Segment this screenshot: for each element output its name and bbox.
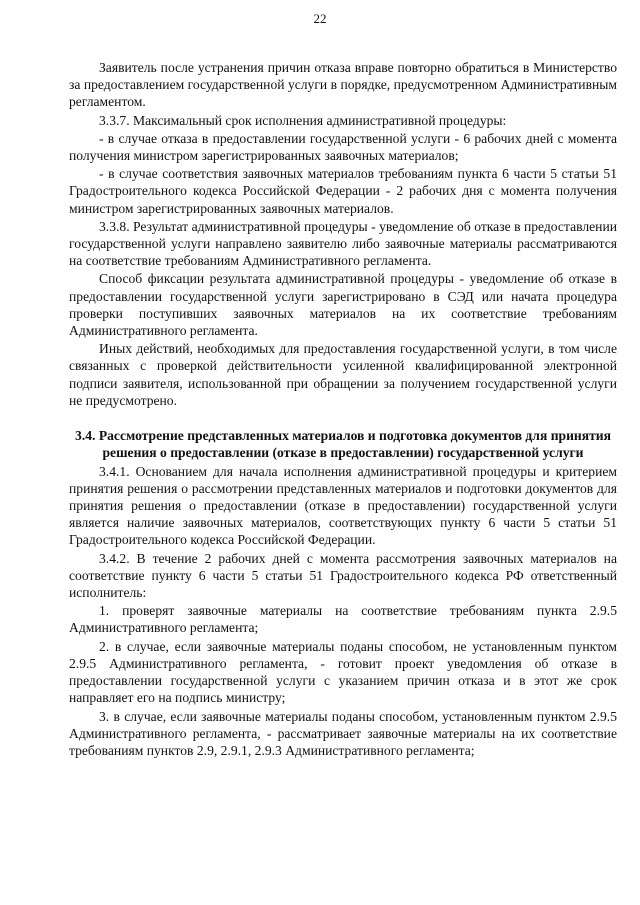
paragraph-other-actions: Иных действий, необходимых для предоставления государственной услуги, в том числе связанных с проверкой действительности усиленной квалифицированной электронной подписи заявителя, использованной при обращении за получением государственной услуги не предусмотрено. <box>69 341 617 408</box>
paragraph-3-3-7: 3.3.7. Максимальный срок исполнения административной процедуры: <box>99 112 507 128</box>
paragraph-reapply: Заявитель после устранения причин отказа вправе повторно обратиться в Министерство за предоставлением государственной услуги в порядке, предусмотренном Административным регламентом. <box>69 60 617 110</box>
paragraph-3-4-1: 3.4.1. Основанием для начала исполнения административной процедуры и критерием принятия решения о рассмотрении представленных материалов и подготовки документов для принятия решения о предоставлении (отказе в предоставлении) государственной услуги является наличие заявочных материалов, соответствующих пункту 6 части 5 статьи 51 Градостроительного кодекса Российской Федерации. <box>69 463 617 548</box>
list-item-2: 2. в случае, если заявочные материалы поданы способом, не установленным пунктом 2.9.5 Административного регламента, - готовит проект уведомления об отказе в предоставлении государственной услуги с указанием причин отказа и в этот же срок направляет его на подпись министру; <box>69 638 617 706</box>
paragraph-3-4-2: 3.4.2. В течение 2 рабочих дней с момента рассмотрения заявочных материалов на соответствие пункту 6 части 5 статьи 51 Градостроительного кодекса РФ ответственный исполнитель: <box>69 550 617 601</box>
list-item-3: 3. в случае, если заявочные материалы поданы способом, установленным пунктом 2.9.5 Административного регламента, - рассматривает заявочные материалы на их соответствие требованиям пунктов 2.9, 2.9.1, 2.9.3 Административного регламента; <box>69 708 617 758</box>
paragraph-3-3-8: 3.3.8. Результат административной процедуры - уведомление об отказе в предоставлении государственной услуги направлено заявителю либо заявочные материалы рассматриваются на соответствие требованиям Административного регламента. <box>69 218 617 269</box>
paragraph-refusal-term: - в случае отказа в предоставлении государственной услуги - 6 рабочих дней с момента получения министром зарегистрированных заявочных материалов; <box>69 130 617 164</box>
section-heading-3-4: 3.4. Рассмотрение представленных материалов и подготовка документов для принятия решения о предоставлении (отказе в предоставлении) государственной услуги <box>75 428 611 460</box>
page-number: 22 <box>313 11 327 26</box>
paragraph-compliance-term: - в случае соответствия заявочных материалов требованиям пункта 6 части 5 статьи 51 Градостроительного кодекса Российской Федерации - 2 рабочих дня с момента получения министром зарегистрированных заявочных материалов. <box>69 166 617 216</box>
paragraph-fixation-method: Способ фиксации результата административной процедуры - уведомление об отказе в предоставлении государственной услуги зарегистрировано в СЭД или начата процедура проверки поступивших заявочных материалов на их соответствие требованиям Административного регламента. <box>69 271 617 339</box>
list-item-1: 1. проверят заявочные материалы на соответствие требованиям пункта 2.9.5 Административного регламента; <box>69 603 617 636</box>
document-body <box>69 59 617 760</box>
